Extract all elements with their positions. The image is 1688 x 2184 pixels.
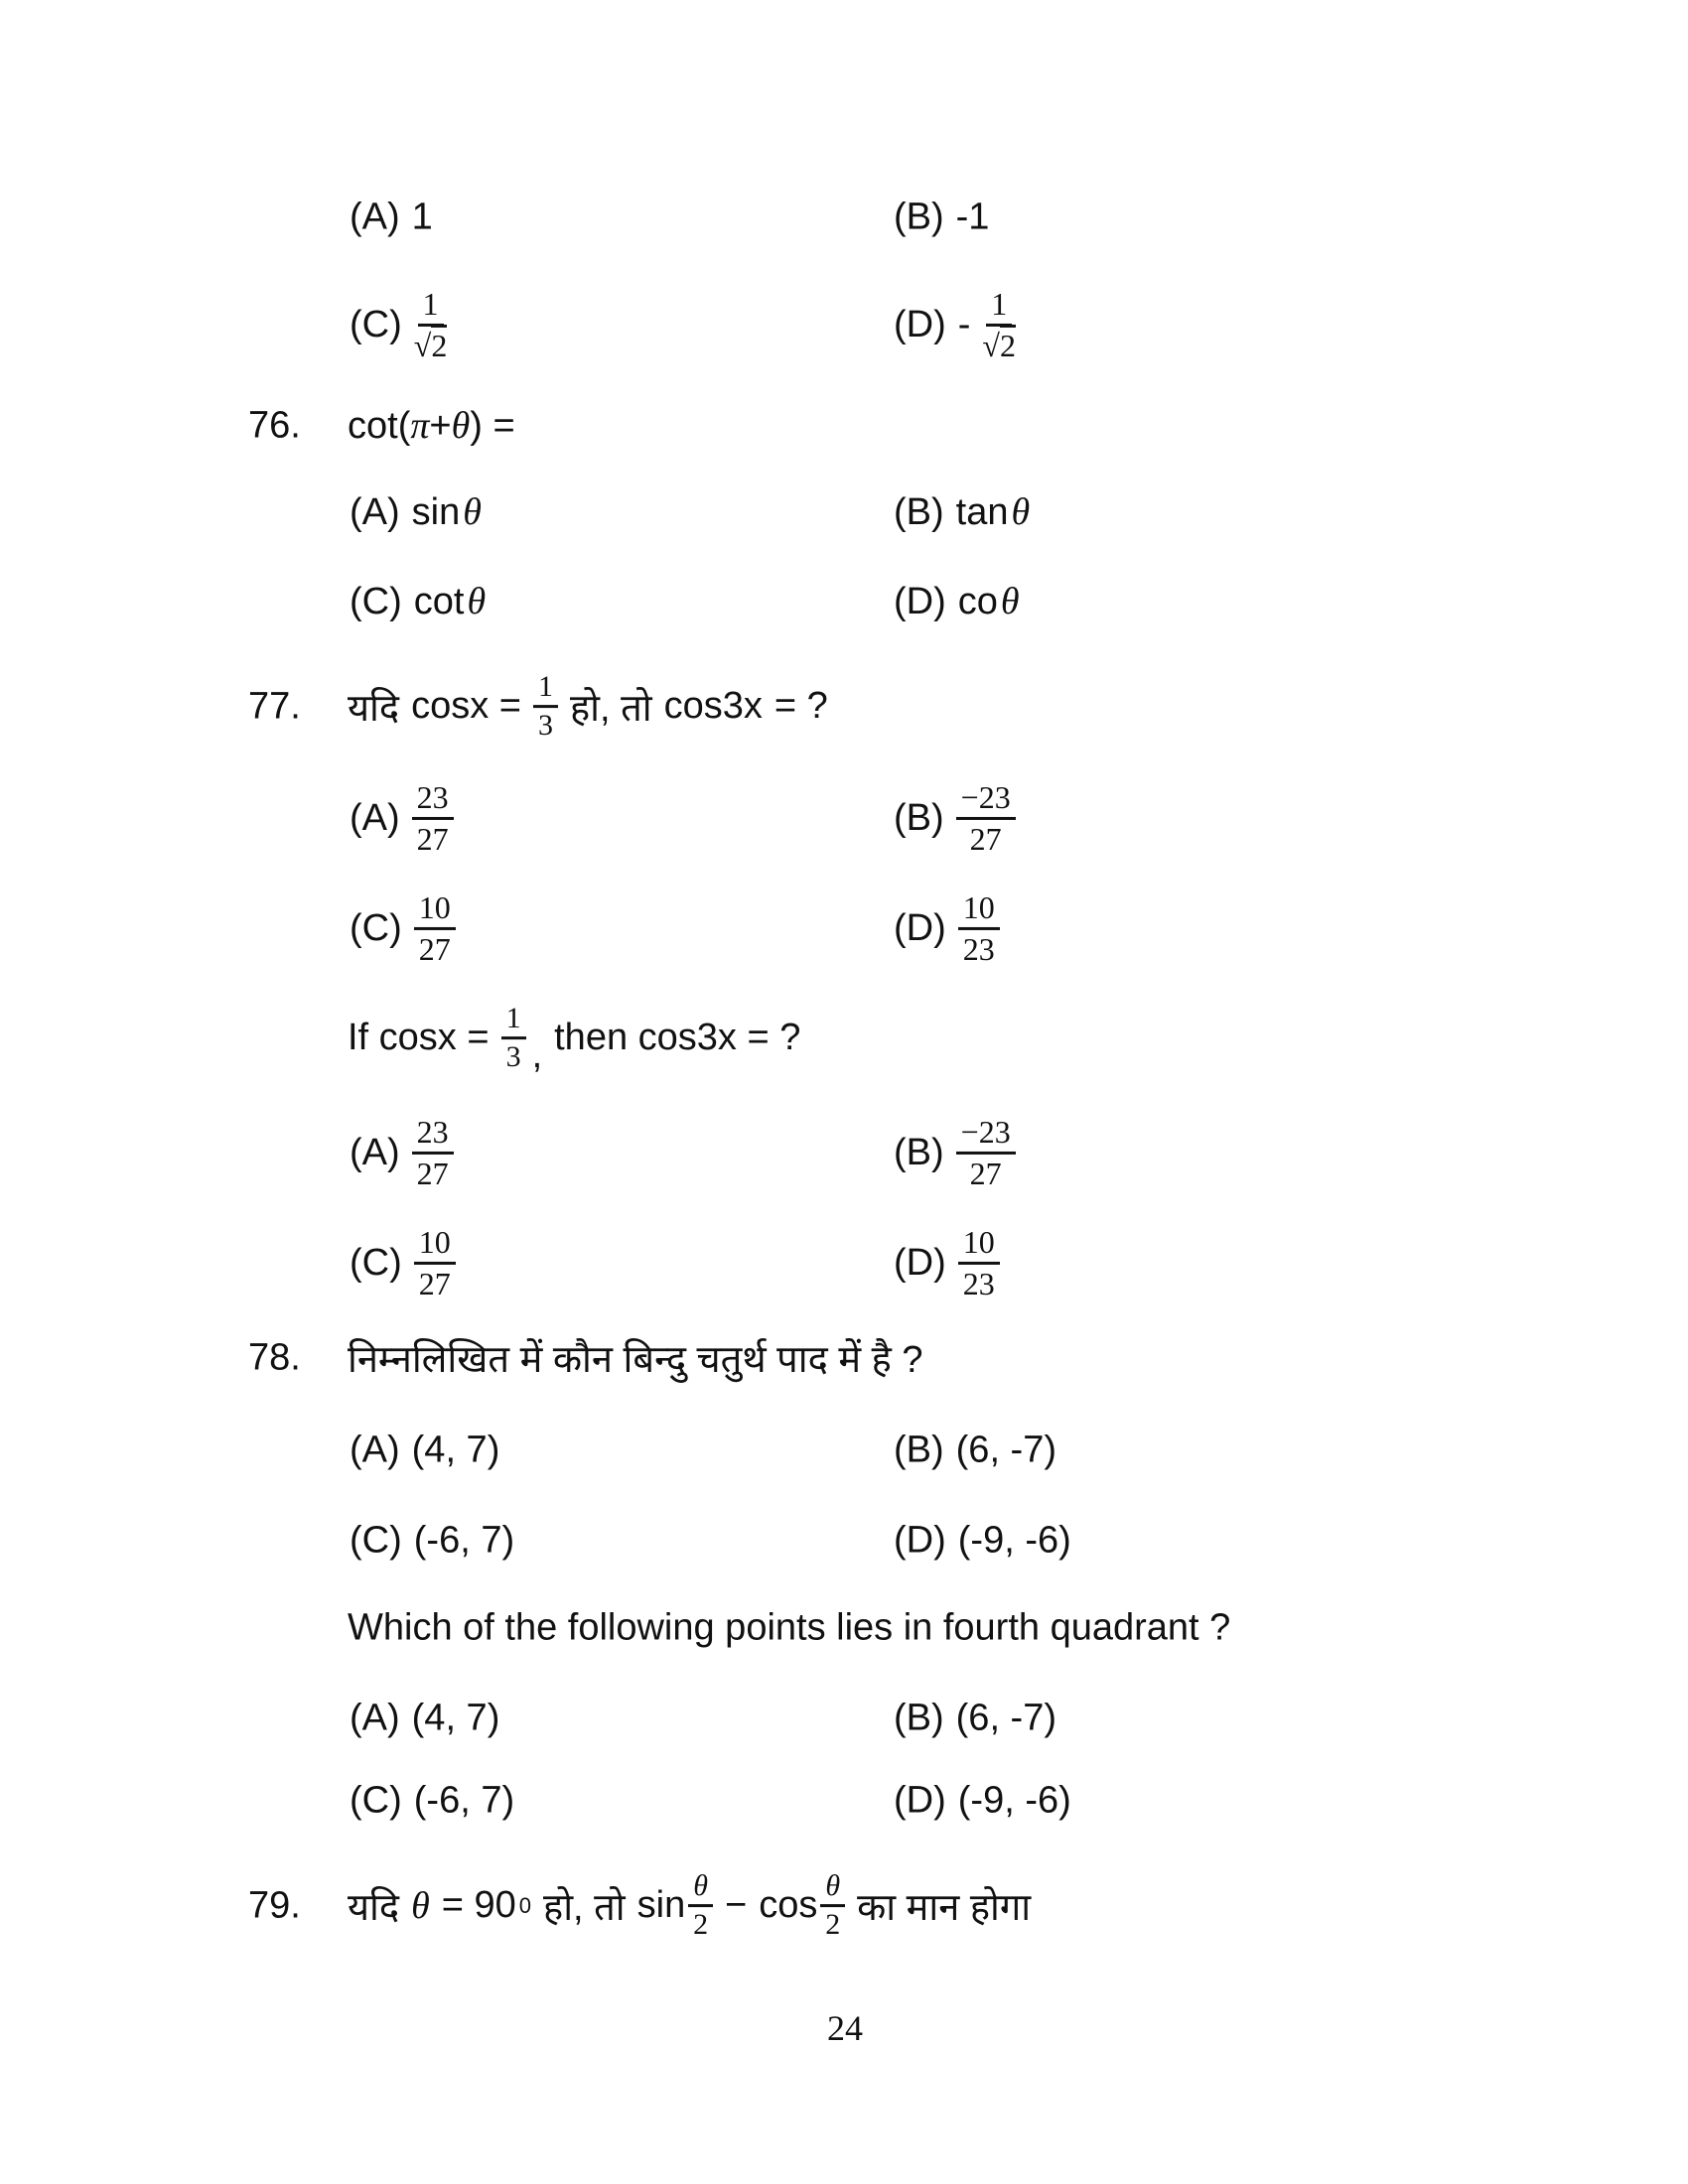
fraction [958, 1225, 1000, 1300]
fraction [956, 1115, 1016, 1190]
fraction [956, 780, 1016, 856]
radical-sign: √ [982, 327, 1000, 363]
q77-options-cd [0, 887, 1688, 970]
option-label: (B) [894, 1429, 944, 1471]
q77-en-options-cd [0, 1221, 1688, 1304]
theta-symbol: θ [1000, 581, 1020, 622]
option-label: (B) [894, 196, 944, 238]
option-value [958, 580, 1020, 623]
option-label: (A) [350, 1131, 400, 1173]
fraction-numerator: 10 [958, 1225, 1000, 1265]
option-label: (D) [894, 1241, 946, 1284]
question-78-english [0, 1604, 1688, 1652]
fraction-numerator: 10 [414, 1225, 456, 1265]
fraction-one-over-root2 [982, 287, 1016, 362]
option-label: (C) [350, 303, 402, 345]
question-76 [0, 402, 1688, 450]
fraction-denominator: 3 [505, 1040, 521, 1074]
option-c [350, 1520, 514, 1563]
fraction-denominator: 27 [416, 820, 449, 857]
option-value: (-9, -6) [957, 1519, 1071, 1562]
option-label: (D) [894, 1779, 946, 1822]
option-a [350, 1698, 499, 1740]
option-a [350, 780, 454, 856]
option-label: (A) [350, 490, 400, 533]
fraction-numerator: 10 [958, 890, 1000, 930]
option-b [894, 490, 1030, 534]
option-value: (6, -7) [955, 1697, 1057, 1739]
fraction-denominator: 27 [418, 1265, 451, 1301]
option-label: (C) [350, 580, 402, 622]
fraction-numerator: 23 [412, 780, 454, 820]
trig-fn: sin [636, 1884, 686, 1927]
q75-options-cd [0, 270, 1688, 379]
option-d [894, 580, 1020, 623]
option-a [350, 197, 433, 239]
option-value: (4, 7) [411, 1697, 500, 1739]
hindi-word: यदि [348, 688, 400, 730]
question-text [348, 404, 515, 448]
theta-symbol: θ [467, 581, 487, 622]
option-label: (B) [894, 490, 944, 533]
fraction-denominator: 27 [416, 1155, 449, 1191]
fraction-numerator: 1 [418, 287, 444, 327]
theta-symbol: θ [451, 405, 471, 447]
option-c [350, 580, 486, 623]
equals-question: = ? [774, 685, 828, 728]
degree-superscript: 0 [518, 1893, 532, 1918]
fraction-denominator: 23 [962, 1265, 995, 1301]
fraction [412, 1115, 454, 1190]
question-77-english [0, 997, 1688, 1080]
option-c [350, 890, 456, 966]
pi-symbol: π [410, 405, 430, 447]
hindi-phrase: का मान होगा [857, 1887, 1032, 1929]
cos-half-theta [759, 1870, 845, 1942]
question-78-hindi [0, 1334, 1688, 1382]
option-a [350, 490, 482, 534]
radical-sign: √ [413, 327, 432, 363]
question-text [348, 1870, 1031, 1942]
question-77-hindi [0, 659, 1688, 754]
option-b [894, 1698, 1056, 1740]
fraction-numerator: θ [820, 1870, 845, 1907]
question-text: निम्नलिखित में कौन बिन्दु चतुर्थ पाद में है ? [348, 1339, 923, 1381]
option-value: (4, 7) [411, 1429, 500, 1471]
q78-options-cd [0, 1517, 1688, 1565]
option-label: (B) [894, 1697, 944, 1739]
q76-options-ab [0, 488, 1688, 536]
equation: then cos3x = ? [554, 1017, 801, 1059]
option-label: (A) [350, 196, 400, 238]
option-d [894, 890, 1000, 966]
fraction-theta-over-2 [820, 1870, 845, 1942]
question-number: 79. [248, 1884, 301, 1927]
fraction-numerator: 1 [986, 287, 1012, 327]
option-label: (D) [894, 906, 946, 949]
trig-fn: cos [759, 1884, 818, 1927]
option-c [350, 1225, 456, 1300]
equals: ) = [470, 404, 515, 447]
trig-fn: sin [411, 490, 461, 533]
fraction-denominator: 3 [537, 709, 553, 743]
trig-fn: co [957, 580, 998, 622]
fraction-numerator: 1 [501, 1003, 526, 1039]
fraction [414, 890, 456, 966]
option-label: (B) [894, 796, 944, 839]
option-b [894, 1430, 1056, 1472]
function-name: cot( [348, 404, 411, 447]
option-label: (B) [894, 1131, 944, 1173]
option-label: (C) [350, 1519, 402, 1562]
option-label: (C) [350, 906, 402, 949]
fraction-numerator: θ [688, 1870, 713, 1907]
option-b [894, 197, 989, 239]
option-d [894, 1520, 1071, 1563]
fraction [412, 780, 454, 856]
option-a [350, 1115, 454, 1190]
option-label: (D) [894, 303, 946, 345]
fraction-denominator: 27 [418, 930, 451, 967]
option-label: (A) [350, 796, 400, 839]
theta-symbol: θ [411, 1885, 430, 1927]
option-label: (A) [350, 1429, 400, 1471]
option-b [894, 1115, 1016, 1190]
option-label: (C) [350, 1241, 402, 1284]
option-label: (D) [894, 1519, 946, 1562]
equation [442, 1885, 531, 1928]
fraction-denominator [982, 327, 1016, 363]
question-text [348, 671, 828, 743]
question-number: 77. [248, 685, 301, 728]
fraction-denominator [414, 327, 448, 363]
option-a [350, 1430, 499, 1472]
fraction-numerator: −23 [956, 780, 1016, 820]
fraction-numerator: 1 [533, 671, 558, 708]
radicand: 2 [431, 325, 447, 363]
equals-90: = 90 [441, 1884, 516, 1927]
sin-half-theta [637, 1870, 713, 1942]
hindi-word: हो, तो [569, 688, 652, 730]
fraction-one-third [533, 671, 558, 743]
q75-options-ab [0, 194, 1688, 241]
equation: cos3x [663, 685, 763, 728]
option-c [350, 287, 447, 362]
option-value [414, 580, 486, 623]
hindi-word: यदि [348, 1887, 400, 1929]
trig-fn: cot [413, 580, 465, 622]
theta-symbol: θ [463, 491, 482, 533]
q77-options-ab [0, 776, 1688, 860]
equation: cosx = [411, 685, 521, 728]
fraction-denominator: 2 [825, 1908, 841, 1942]
q77-en-options-ab [0, 1111, 1688, 1194]
option-d [894, 1780, 1071, 1823]
minus-sign: − [724, 1884, 748, 1927]
fraction-denominator: 23 [962, 930, 995, 967]
question-number: 76. [248, 404, 301, 447]
option-d [894, 1225, 1000, 1300]
option-d [894, 287, 1016, 362]
option-value: (-6, 7) [413, 1519, 515, 1562]
q76-options-cd [0, 578, 1688, 625]
fraction-denominator: 27 [969, 820, 1002, 857]
option-value [956, 490, 1031, 534]
fraction [414, 1225, 456, 1300]
option-c [350, 1780, 514, 1823]
plus-sign: + [429, 404, 452, 447]
comma: , [531, 1033, 543, 1076]
option-value: 1 [411, 196, 433, 238]
fraction-numerator: −23 [956, 1115, 1016, 1155]
fraction-numerator: 10 [414, 890, 456, 930]
option-value: (6, -7) [955, 1429, 1057, 1471]
fraction-theta-over-2 [688, 1870, 713, 1942]
option-value [412, 490, 482, 534]
option-label: (C) [350, 1779, 402, 1822]
minus-sign: - [957, 303, 971, 345]
question-79-hindi [0, 1858, 1688, 1954]
option-label: (D) [894, 580, 946, 622]
q78-en-options-ab [0, 1695, 1688, 1742]
theta-symbol: θ [1011, 491, 1031, 533]
question-text [348, 1003, 800, 1074]
hindi-word: हो, तो [543, 1887, 626, 1929]
option-value: (-9, -6) [957, 1779, 1071, 1822]
q78-en-options-cd [0, 1777, 1688, 1825]
option-value: -1 [955, 196, 990, 238]
q78-options-ab [0, 1427, 1688, 1474]
question-text: Which of the following points lies in fourth quadrant ? [348, 1606, 1231, 1649]
option-label: (A) [350, 1697, 400, 1739]
equation: If cosx = [348, 1017, 490, 1059]
fraction-denominator: 27 [969, 1155, 1002, 1191]
radicand: 2 [1000, 325, 1016, 363]
fraction-one-third [501, 1003, 526, 1074]
fraction [958, 890, 1000, 966]
page-number: 24 [827, 2008, 863, 2048]
question-number: 78. [248, 1336, 301, 1379]
fraction-numerator: 23 [412, 1115, 454, 1155]
option-b [894, 780, 1016, 856]
fraction-one-over-root2 [414, 287, 448, 362]
fraction-denominator: 2 [693, 1908, 709, 1942]
trig-fn: tan [955, 490, 1009, 533]
option-value: (-6, 7) [413, 1779, 515, 1822]
